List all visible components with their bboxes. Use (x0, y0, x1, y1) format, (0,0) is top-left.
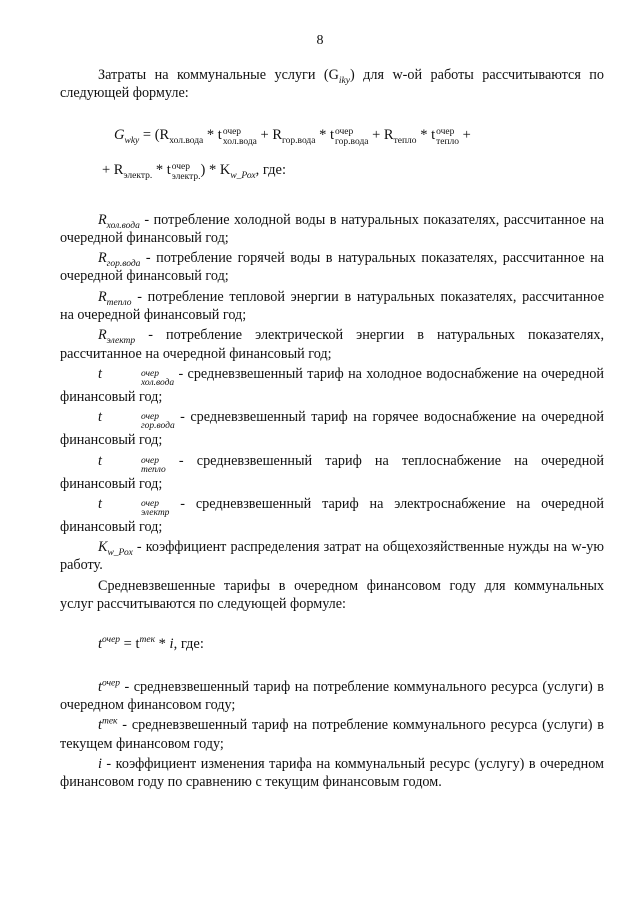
f-star-4: * t (152, 161, 171, 178)
tariff-definition-superscript: тек (101, 716, 118, 727)
definition-symbol: R (98, 288, 107, 305)
definition-subscript: тепло (106, 297, 132, 308)
f-star-1: * t (203, 126, 222, 143)
intro-subscript: iky (338, 75, 350, 86)
f2-i: i (169, 636, 174, 653)
definition-item (60, 495, 604, 536)
definition-subscript: хол.вода (140, 377, 175, 388)
definition-subscript: w_Рох (107, 547, 133, 558)
definition-item (60, 452, 604, 493)
definition-index-stack (103, 500, 169, 518)
tariff-intro: Средневзвешенные тарифы в очередном финансовом году для коммунальных услуг рассчитываются по следующей формуле: (60, 577, 604, 613)
f-r4-sub: электр. (123, 170, 153, 181)
definition-text: - потребление электрической энергии в натуральных показателях, рассчитанное на очередной финансовый год; (60, 327, 604, 362)
tariff-definition-text: - средневзвешенный тариф на потребление коммунального ресурса (услуги) в текущем финансовом году; (60, 717, 604, 752)
definition-symbol: t (98, 365, 102, 382)
definition-index-stack (103, 370, 174, 388)
definition-text: - потребление холодной воды в натуральных показателях, рассчитанное на очередной финансовый год; (60, 211, 604, 246)
tariff-definition-item (60, 755, 604, 792)
definition-text: - средневзвешенный тариф на электроснабжение на очередной финансовый год; (60, 495, 604, 535)
definition-item (60, 365, 604, 406)
f2-mult: * (155, 636, 170, 653)
tariff-definitions-list (60, 678, 604, 792)
tariff-definition-symbol: t (98, 717, 102, 734)
definition-symbol: R (98, 211, 107, 228)
intro-paragraph (60, 66, 604, 103)
cost-formula (102, 125, 604, 187)
definition-symbol: t (98, 495, 102, 512)
tariff-definition-text: - средневзвешенный тариф на потребление коммунального ресурса (услуги) в очередном финансовом году; (60, 678, 604, 713)
definition-subscript: тепло (140, 464, 166, 475)
f-t2-sub: гор.вода (335, 136, 369, 147)
definition-text: - средневзвешенный тариф на холодное водоснабжение на очередной финансовый год; (60, 365, 604, 405)
definition-text: - потребление тепловой энергии в натуральных показателях, рассчитанное на очередной финансовый год; (60, 288, 604, 324)
definition-superscript: очер (140, 368, 159, 379)
definition-text: - средневзвешенный тариф на горячее водоснабжение на очередной финансовый год; (60, 409, 604, 449)
f2-where: , где: (173, 636, 204, 653)
definition-item (60, 249, 604, 286)
cost-formula-line-2 (102, 160, 604, 187)
f-t4-sub: электр. (171, 171, 201, 182)
f-t3-sub: тепло (436, 136, 460, 147)
definition-text: - средневзвешенный тариф на теплоснабжение на очередной финансовый год; (60, 452, 604, 492)
definition-symbol: t (98, 409, 102, 426)
tariff-definition-item (60, 678, 604, 715)
f-eq: = (R (139, 126, 170, 143)
f-star-3: * t (416, 126, 436, 143)
definition-item (60, 288, 604, 325)
f-r2-sub: гор.вода (282, 135, 316, 146)
f-lhs: G (114, 126, 125, 143)
f-lhs-sub: wky (124, 135, 140, 146)
f-plus-1: + R (256, 126, 282, 143)
f-r1-sub: хол.вода (169, 135, 204, 146)
definition-subscript: хол.вода (106, 220, 140, 231)
f-t1-sup: очер (222, 126, 242, 137)
f-t2-sup: очер (335, 126, 354, 137)
tariff-definition-item (60, 716, 604, 753)
f-close: ) * K (200, 161, 231, 178)
f-r3-sub: тепло (393, 135, 417, 146)
spacer (60, 187, 604, 211)
intro-text: Затраты на коммунальные услуги (G (98, 67, 339, 83)
definition-index-stack (103, 457, 166, 475)
f-k-sub: w_Рох (230, 170, 256, 181)
f2-sup2: тек (139, 635, 156, 646)
f-t1-stack (223, 127, 257, 147)
definition-item (60, 538, 604, 575)
definition-subscript: гор.вода (140, 421, 175, 432)
definition-item (60, 326, 604, 363)
f-t1-sub: хол.вода (222, 136, 257, 147)
definitions-list (60, 211, 604, 575)
f2-eq: = t (120, 636, 140, 653)
definition-symbol: R (98, 327, 107, 344)
definition-subscript: гор.вода (106, 259, 141, 270)
f2-sup1: очер (102, 635, 121, 646)
definition-superscript: очер (140, 498, 159, 509)
f-where: , где: (255, 161, 286, 178)
f-star-2: * t (315, 126, 335, 143)
f-t3-sup: очер (436, 126, 455, 137)
definition-text: - коэффициент распределения затрат на общехозяйственные нужды на w-ую работу. (60, 539, 604, 574)
f-t4-stack (172, 162, 201, 182)
tariff-formula (98, 635, 604, 653)
definition-subscript: электр (106, 336, 136, 347)
f-t4-sup: очер (171, 161, 191, 172)
f-plus-3: + (459, 126, 471, 143)
definition-index-stack (103, 413, 175, 431)
definition-superscript: очер (140, 412, 159, 423)
definition-superscript: очер (140, 455, 159, 466)
definition-item (60, 211, 604, 248)
intro-rest: ) для w-ой работы рассчитываются по следующей формуле: (60, 67, 604, 102)
page-number: 8 (316, 33, 324, 48)
f-line2-start: + R (102, 161, 124, 178)
definition-subscript: электр (140, 507, 170, 518)
f-t2-stack (335, 127, 368, 147)
tariff-definition-text: - коэффициент изменения тарифа на коммунальный ресурс (услугу) в очередном финансовом году по сравнению с текущим финансовым годом. (60, 755, 604, 791)
definition-symbol: R (98, 250, 107, 267)
definition-symbol: t (98, 452, 102, 469)
definition-item (60, 408, 604, 449)
tariff-definition-symbol: i (98, 755, 102, 772)
page-content (60, 66, 604, 793)
definition-text: - потребление горячей воды в натуральных показателях, рассчитанное на очередной финансовый год; (60, 250, 604, 285)
tariff-definition-superscript: очер (101, 677, 120, 688)
f-plus-2: + R (368, 126, 394, 143)
f2-t: t (98, 636, 103, 653)
cost-formula-line-1 (114, 125, 604, 152)
tariff-definition-symbol: t (98, 678, 102, 695)
definition-symbol: K (98, 539, 108, 556)
f-t3-stack (436, 127, 459, 147)
